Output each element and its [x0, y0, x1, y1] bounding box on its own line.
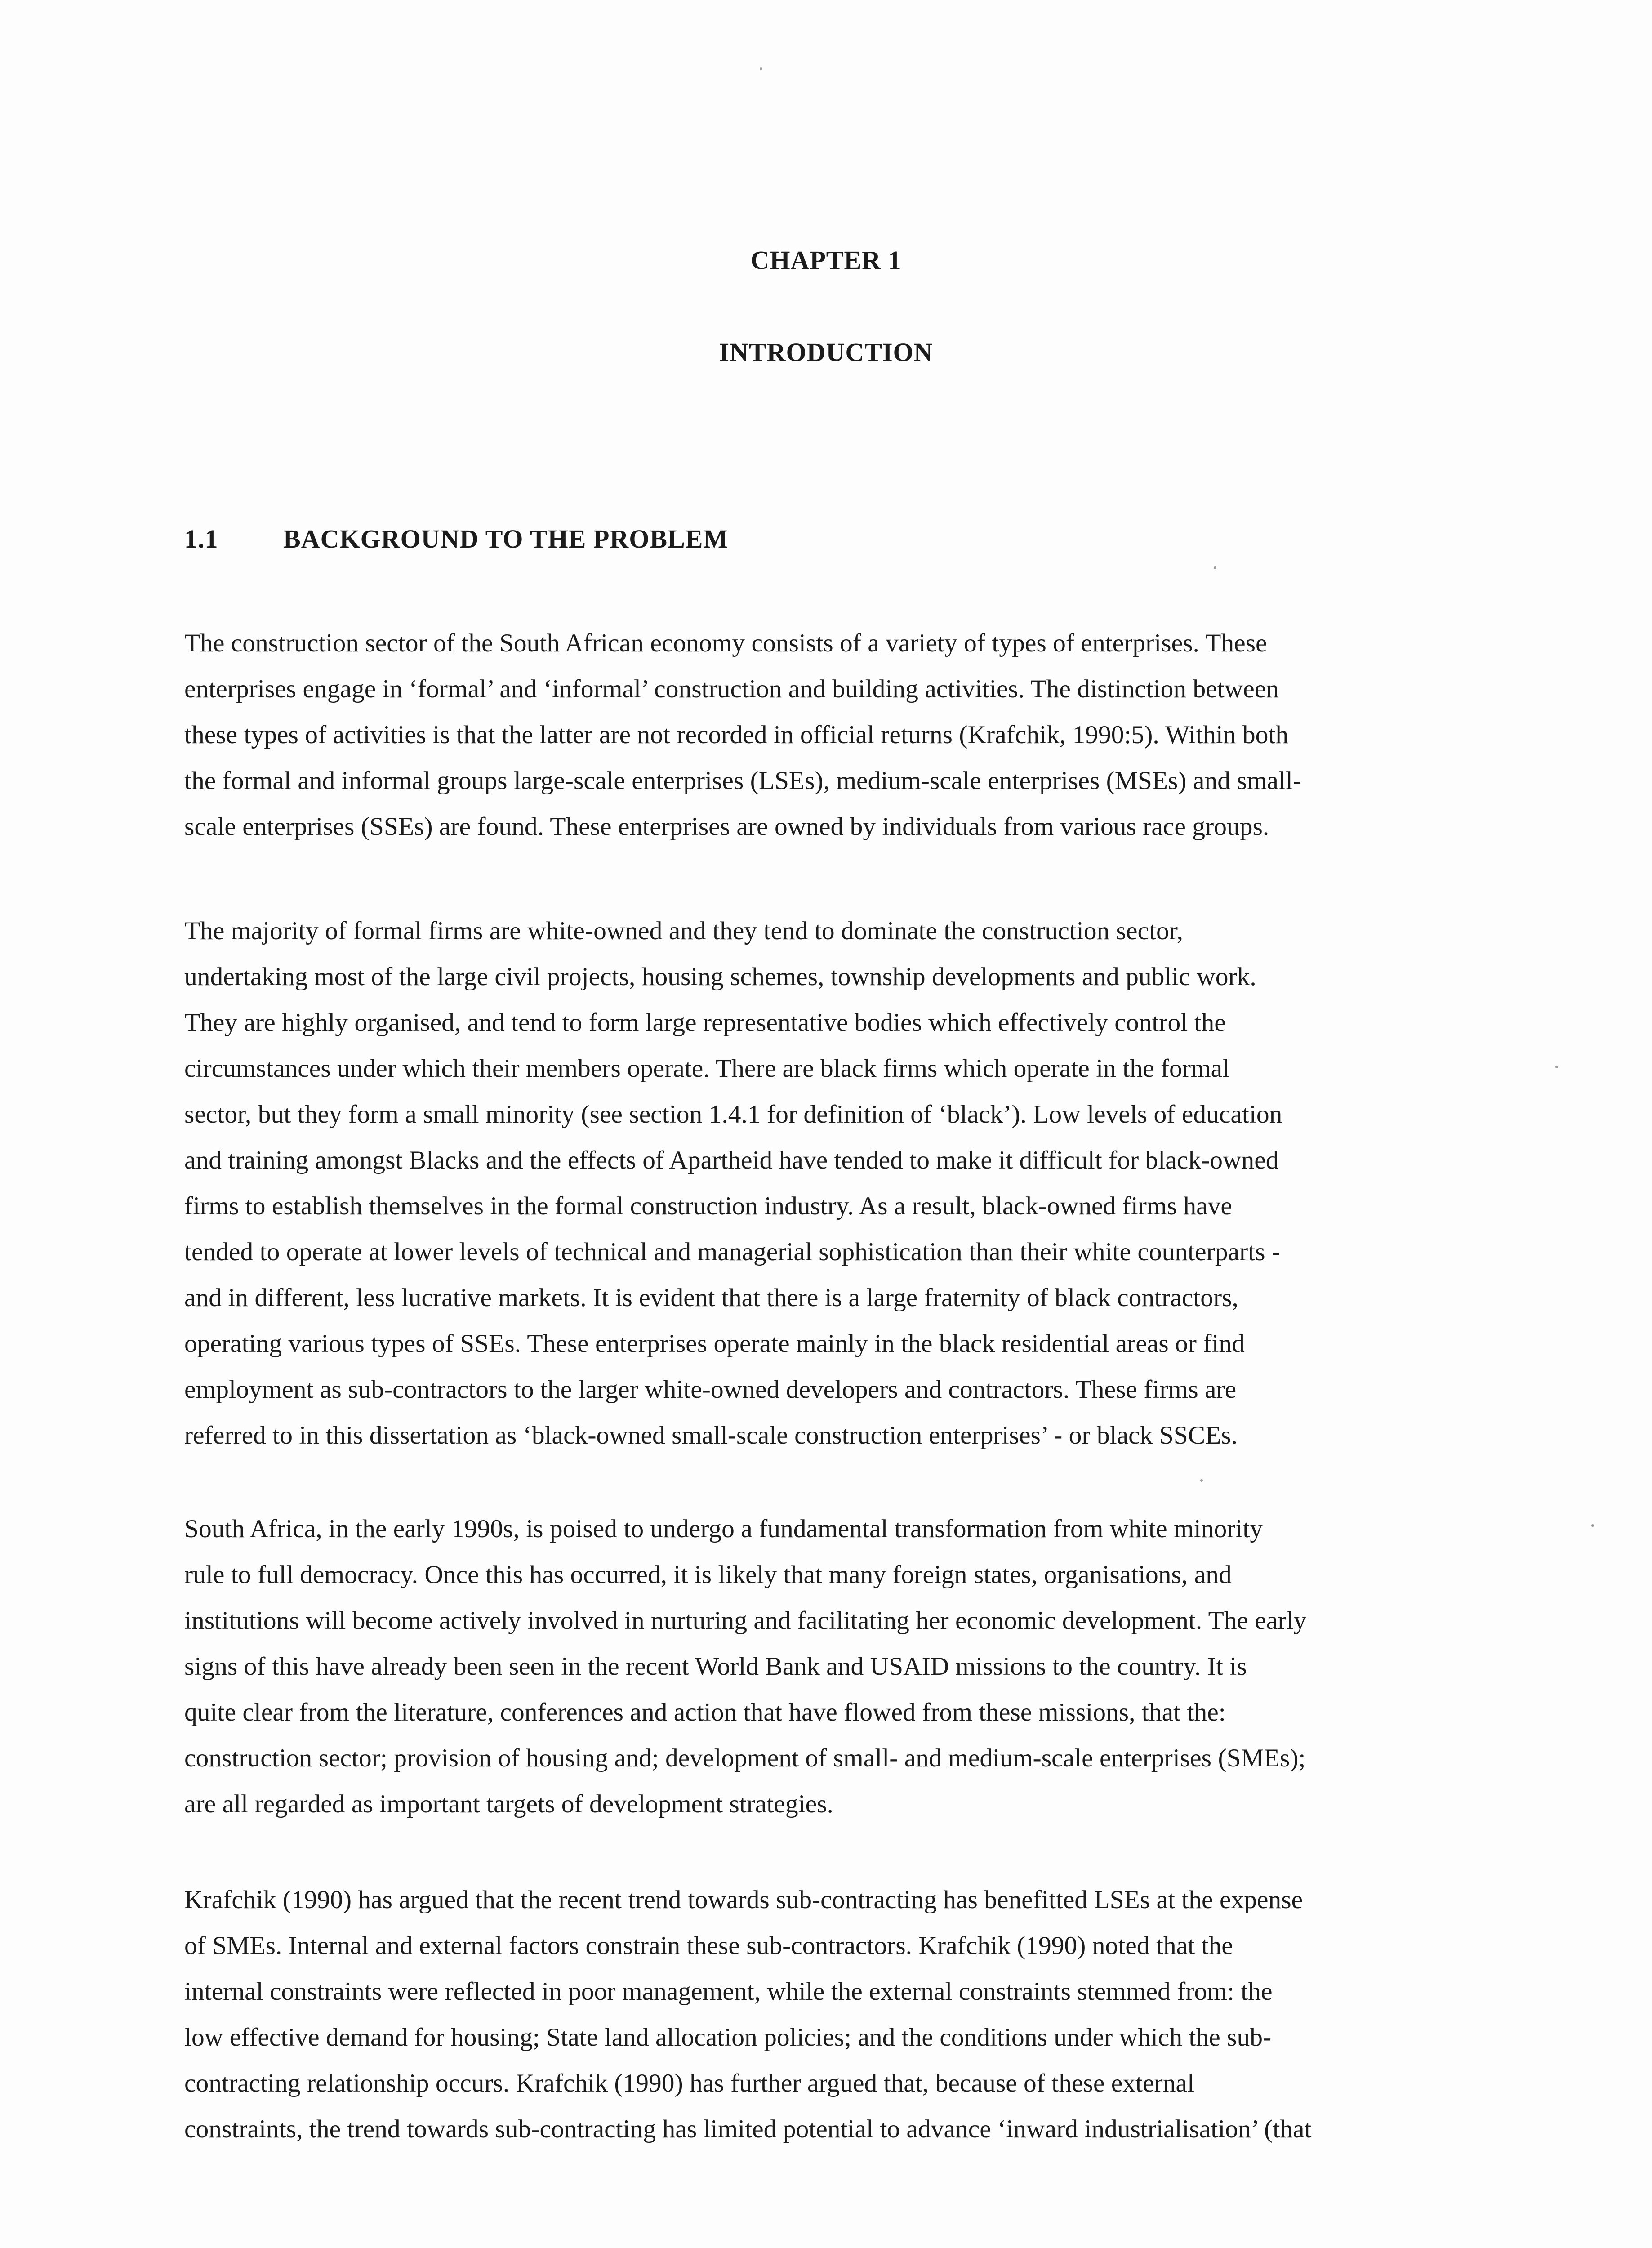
paragraph-line: internal constraints were reflected in poor management, while the external constraints stemmed from: the	[184, 1977, 1273, 2006]
section-heading	[184, 524, 728, 554]
paragraph-line: signs of this have already been seen in the recent World Bank and USAID missions to the country. It is	[184, 1652, 1247, 1681]
paragraph-line: firms to establish themselves in the formal construction industry. As a result, black-owned firms have	[184, 1192, 1232, 1220]
paragraph-line: employment as sub-contractors to the larger white-owned developers and contractors. These firms are	[184, 1375, 1237, 1404]
scan-speck	[1555, 1066, 1558, 1068]
paragraph-line: construction sector; provision of housing and; development of small- and medium-scale enterprises (SMEs);	[184, 1744, 1306, 1772]
paragraph-line: The construction sector of the South African economy consists of a variety of types of enterprises. These	[184, 629, 1267, 657]
paragraph-line: and training amongst Blacks and the effects of Apartheid have tended to make it difficult for black-owned	[184, 1146, 1279, 1174]
paragraph-line: operating various types of SSEs. These enterprises operate mainly in the black residential areas or find	[184, 1329, 1245, 1358]
scan-speck	[1200, 1479, 1203, 1482]
paragraph-line: enterprises engage in ‘formal’ and ‘informal’ construction and building activities. The distinction between	[184, 675, 1279, 703]
paragraph-line: sector, but they form a small minority (see section 1.4.1 for definition of ‘black’). Low levels of education	[184, 1100, 1282, 1128]
paragraph-line: quite clear from the literature, conferences and action that have flowed from these missions, that the:	[184, 1698, 1226, 1726]
paragraph	[184, 620, 1569, 850]
paragraph-line: The majority of formal firms are white-owned and they tend to dominate the construction sector,	[184, 917, 1183, 945]
paragraph-line: Krafchik (1990) has argued that the recent trend towards sub-contracting has benefitted LSEs at the expense	[184, 1886, 1303, 1914]
scan-speck	[1591, 1524, 1594, 1527]
chapter-label: CHAPTER 1	[750, 245, 902, 275]
paragraph-line: constraints, the trend towards sub-contracting has limited potential to advance ‘inward industrialisation’ (that	[184, 2115, 1312, 2143]
paragraph-line: They are highly organised, and tend to form large representative bodies which effectively control the	[184, 1008, 1226, 1037]
paragraph-line: contracting relationship occurs. Krafchik (1990) has further argued that, because of these external	[184, 2069, 1194, 2097]
paragraph-line: South Africa, in the early 1990s, is poised to undergo a fundamental transformation from white minority	[184, 1515, 1263, 1543]
section-title: BACKGROUND TO THE PROBLEM	[283, 524, 729, 553]
paragraph-line: referred to in this dissertation as ‘black-owned small-scale construction enterprises’ - or black SSCEs.	[184, 1421, 1238, 1450]
scan-speck	[1214, 566, 1216, 569]
paragraph-line: low effective demand for housing; State land allocation policies; and the conditions under which the sub-	[184, 2023, 1272, 2052]
paragraph	[184, 908, 1569, 1459]
paragraph-line: of SMEs. Internal and external factors constrain these sub-contractors. Krafchik (1990) noted that the	[184, 1931, 1233, 1960]
paragraph-line: institutions will become actively involved in nurturing and facilitating her economic development. The early	[184, 1606, 1307, 1635]
paragraph-line: undertaking most of the large civil projects, housing schemes, township developments and public work.	[184, 963, 1256, 991]
section-number: 1.1	[184, 524, 218, 553]
paragraph	[184, 1877, 1569, 2152]
paragraph-line: and in different, less lucrative markets. It is evident that there is a large fraternity of black contractors,	[184, 1284, 1238, 1312]
paragraph	[184, 1506, 1569, 1827]
paragraph-line: circumstances under which their members operate. There are black firms which operate in the formal	[184, 1054, 1230, 1083]
chapter-title: INTRODUCTION	[719, 338, 933, 367]
paragraph-line: rule to full democracy. Once this has occurred, it is likely that many foreign states, organisations, and	[184, 1561, 1232, 1589]
paragraph-line: tended to operate at lower levels of technical and managerial sophistication than their white counterparts -	[184, 1238, 1281, 1266]
paragraph-line: are all regarded as important targets of development strategies.	[184, 1790, 833, 1818]
paragraph-line: the formal and informal groups large-scale enterprises (LSEs), medium-scale enterprises (MSEs) and small-	[184, 767, 1302, 795]
scan-speck	[760, 67, 762, 70]
paragraph-line: scale enterprises (SSEs) are found. These enterprises are owned by individuals from various race groups.	[184, 812, 1269, 841]
paragraph-line: these types of activities is that the latter are not recorded in official returns (Krafchik, 1990:5). Within both	[184, 721, 1289, 749]
